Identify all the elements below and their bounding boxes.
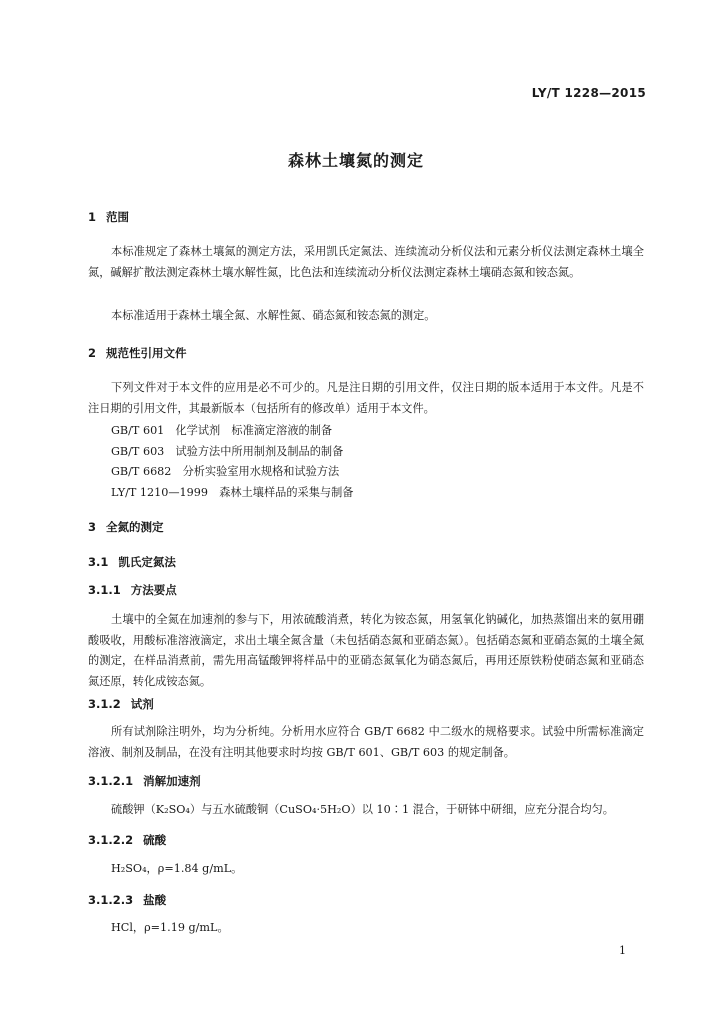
section-2-paragraph-1: 下列文件对于本文件的应用是必不可少的。凡是注日期的引用文件，仅注日期的版本适用于本文件。凡是不注日期的引用文件，其最新版本（包括所有的修改单）适用于本文件。 <box>88 381 644 415</box>
page-number: 1 <box>619 944 626 957</box>
section-number: 3.1.2.1 <box>88 774 134 788</box>
section-number: 3.1.2.2 <box>88 833 134 847</box>
section-number: 3.1.2 <box>88 697 121 711</box>
sulfuric-acid-formula: H₂SO₄，ρ=1.84 g/mL。 <box>111 862 243 875</box>
section-3-1-1-heading <box>88 582 177 598</box>
document-title: 森林土壤氮的测定 <box>287 151 424 170</box>
reference-item: GB/T 603 试验方法中所用制剂及制品的制备 <box>111 445 344 458</box>
reference-item: LY/T 1210—1999 森林土壤样品的采集与制备 <box>111 486 354 499</box>
section-3-heading <box>88 519 164 535</box>
section-title: 规范性引用文件 <box>106 346 187 360</box>
section-3-1-2-1-heading <box>88 773 201 789</box>
section-3-1-2-heading <box>88 696 154 712</box>
standard-code: LY/T 1228—2015 <box>531 86 646 100</box>
section-2-heading <box>88 345 187 361</box>
section-title: 盐酸 <box>143 893 167 907</box>
section-3-1-2-1-paragraph: 硫酸钾（K₂SO₄）与五水硫酸铜（CuSO₄·5H₂O）以 10∶1 混合，于研钵中研细，应充分混合均匀。 <box>111 803 614 816</box>
section-3-1-2-3-heading <box>88 892 166 908</box>
section-title: 硫酸 <box>143 833 167 847</box>
section-number: 1 <box>88 210 97 224</box>
section-title: 消解加速剂 <box>143 774 201 788</box>
section-number: 3.1 <box>88 555 109 569</box>
section-3-1-2-paragraph: 所有试剂除注明外，均为分析纯。分析用水应符合 GB/T 6682 中二级水的规格要求。试验中所需标准滴定溶液、制剂及制品，在没有注明其他要求时均按 GB/T 601、GB/T 603 的规定制备。 <box>88 725 644 759</box>
reference-item: GB/T 6682 分析实验室用水规格和试验方法 <box>111 465 340 478</box>
section-number: 2 <box>88 346 97 360</box>
section-number: 3.1.2.3 <box>88 893 134 907</box>
section-number: 3.1.1 <box>88 583 121 597</box>
section-title: 范围 <box>106 210 130 224</box>
section-1-paragraph-2: 本标准适用于森林土壤全氮、水解性氮、硝态氮和铵态氮的测定。 <box>111 309 436 322</box>
section-number: 3 <box>88 520 97 534</box>
section-1-paragraph-1: 本标准规定了森林土壤氮的测定方法，采用凯氏定氮法、连续流动分析仪法和元素分析仪法测定森林土壤全氮，碱解扩散法测定森林土壤水解性氮，比色法和连续流动分析仪法测定森林土壤硝态氮和铵态氮。 <box>88 245 644 279</box>
reference-item: GB/T 601 化学试剂 标准滴定溶液的制备 <box>111 424 333 437</box>
hydrochloric-acid-formula: HCl，ρ=1.19 g/mL。 <box>111 921 229 934</box>
section-3-1-heading <box>88 554 176 570</box>
section-title: 方法要点 <box>130 583 177 597</box>
section-1-heading <box>88 209 129 225</box>
section-title: 凯氏定氮法 <box>118 555 176 569</box>
section-3-1-2-2-heading <box>88 832 166 848</box>
section-title: 试剂 <box>130 697 154 711</box>
section-title: 全氮的测定 <box>106 520 164 534</box>
section-3-1-1-paragraph: 土壤中的全氮在加速剂的参与下，用浓硫酸消煮，转化为铵态氮，用氢氧化钠碱化，加热蒸馏出来的氨用硼酸吸收，用酸标准溶液滴定，求出土壤全氮含量（未包括硝态氮和亚硝态氮）。包括硝态氮和亚硝态氮的土壤全氮的测定，在样品消煮前，需先用高锰酸钾将样品中的亚硝态氮氧化为硝态氮后，再用还原铁粉使硝态氮和亚硝态氮还原，转化成铵态氮。 <box>88 613 644 688</box>
